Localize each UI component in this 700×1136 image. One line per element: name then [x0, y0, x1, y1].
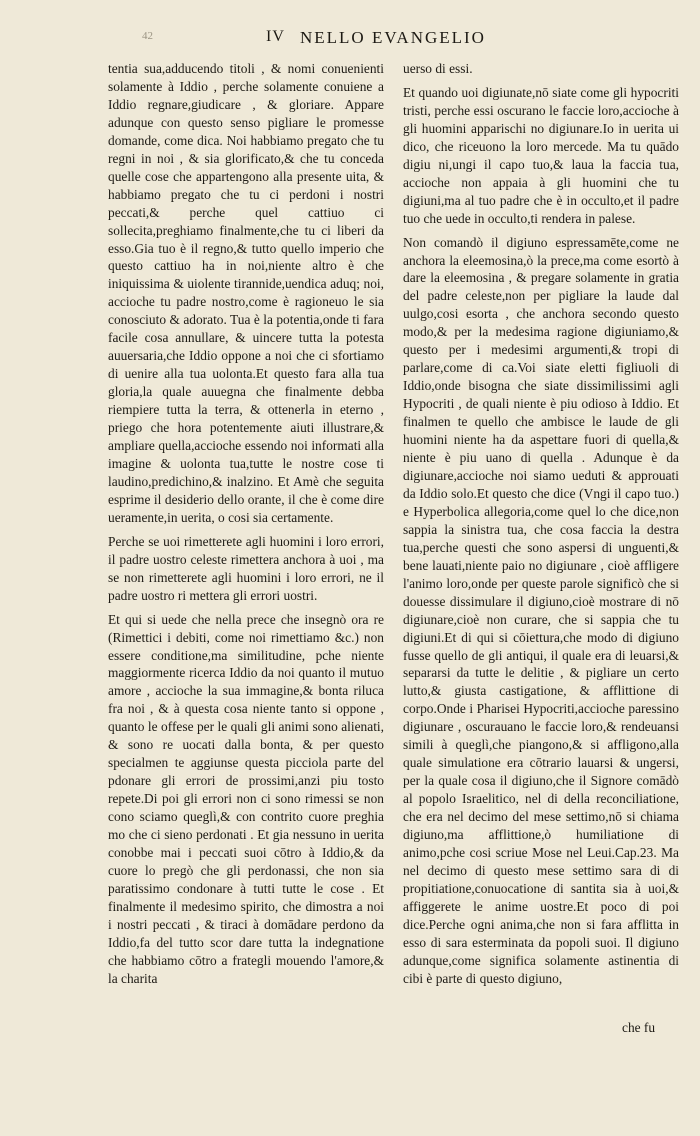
- page-corner-mark: 42: [142, 30, 153, 42]
- running-title: NELLO EVANGELIO: [300, 28, 486, 47]
- right-paragraph-2: Et quando uoi digiunate,nō siate come gli hypocriti tristi, perche essi oscurano le faccie loro,accioche à gli huomini apparischi no digiunare.Io in uerita ui dico, che riceuono la loro mercede. Ma tu quādo digiu ni,ungi il capo tuo,& laua la faccia tua, accioche non appaia à gli huomini che tu digiuni,ma al tuo padre che è in occulto,et il padre tuo che uede in occulto,ti rendera in palese.: [403, 84, 679, 226]
- left-paragraph-1: tentia sua,adducendo titoli , & nomi conuenienti solamente à Iddio , perche solamente conuiene a Iddio regnare,giudicare , & gloriare. Appare adunque con questo senso pigliare le promesse domande, come dica. Noi habbiamo pregato che tu regni in noi , & sia glorificato,& che tu conceda quelle cose che appartengono alla presente uita, & habbiamo pregato che tu ci perdoni i nostri peccati,& perche quel cattiuo ci sollecita,preghiamo finalmente,che tu ci liberi da esso.Gia tuo è il regno,& tutto quello imperio che questo cattiuo ha in noi,niente altro è che iniquissima & uiolente tirannide,uendica aduq; noi, accioche tu padre nostro,come è ragioneuo le sia conosciuto & adorato. Tua è la potentia,onde ti fara facile cosa annullare, & uincere tutta la potesta auuersaria,che Iddio oppone a noi che ci sfortiamo di uenire alla tua uolonta.Et questo fara alla tua gloria,la quale auuegna che finalmente debba riempiere tutta la terra, & ottenerla in eterno , priego che hora potentemente aiuti illustrare,& ampliare quella,accioche essendo noi informati alla imagine & uolonta tua,tutte le nostre cose ti laudino,predichino,& inalzino. Et Amè che seguita esprime il desiderio dello orante, il che è come dire ueramente,in uerita, o cosi sia certamente.: [108, 61, 384, 525]
- right-paragraph-1: uerso di essi.: [403, 61, 473, 76]
- left-paragraph-3: Et qui si uede che nella prece che insegnò ora re (Rimettici i debiti, come noi rimettiamo &c.) non essere conditione,ma similitudine, pche niente maggiormente ricerca Iddio da noi quanto il mutuo amore , accioche la sua immagine,& bonta riluca fra noi , & à questa cosa niente tanto si oppone , quanto le offese per le quali gli animi sono alienati, & sono re uocati dalla bonta, & per questo specialmen te aggiunse questa picciola parte del pdonare gli errori de prossimi,anzi piu tosto repete.Di poi gli errori non ci sono rimessi se non cono sciamo queglì,& con contrito cuore preghia mo che ci sieno perdonati . Et gia nessuno in uerita conobbe mai i peccati suoi cōtro à Iddio,& da cuore lo pregò che gli perdonassi, che non sia paratissimo condonare à tutti tutte le cose . Et finalmente il medesimo spirito, che dimostra a noi i nostri peccati , & tiraci à domādare perdono da Iddio,fa del tutto scor dare tutta la indegnatione che habbiamo cōtro a frategli mouendo l'amore,& la charita: [108, 611, 384, 986]
- folio-number: IV: [266, 28, 285, 45]
- right-paragraph-3: Non comandò il digiuno espressamēte,come ne anchora la eleemosina,ò la prece,ma come esortò à dare la eleemosina , & pregare solamente in gratia del padre celeste,non per pigliare la laude dal uulgo,cosi esorta , che anchora secondo questo modo,& per la medesima ragione digiuniamo,& questo per i medesimi argumenti,& tropi di parlare,come di ca.Voi siate eletti figliuoli di Iddio,onde bisogna che siate dissimilissimi agli Hypocriti , de quali niente è piu odioso à Iddio. Et finalmen te quello che ambisce le laude de gli huomini niente ha da aspettare fuori di quella,& niente è piu uano di quella . Adunque è da digiunare,accioche noi siamo ueduti & approuati da Iddio solo.Et questo che dice (Vngi il capo tuo.) e Hyperbolica allegoria,come quel lo che dice,non sappia la sinistra tua, che cosa faccia la destra tua,perche questi che sono aspersi di unguenti,& bene lauati,niente paio no digiunare , cioè affligere l'animo loro,onde per queste parole significò che si douesse dissimulare il digiuno,cioè mostrare di nō digiunare,cioè non curare, che si sappia che tu digiuni.Et di qui si cōiettura,che modo di digiuno fusse quello de gli antiqui, il quale era di leuarsi,& separarsi da tutte le delitie , & pigliare un certo lutto,& giusta castigatione, & afflittione di corpo.Onde i Pharisei Hypocriti,accioche paressino digiunare , oscurauano le faccie loro,& rendeuansi simili à queglì,che piangono,& si affligono,alla quale simulatione era cōtrario lauarsi & ungersi, per la quale cosa il digiuno,che il Signore comādò al popolo Israelitico, nel di della reconciliatione, che era nel decimo del mese settimo,nō si chiama digiuno,ma afflittione,ò humiliatione di animo,pche cosi scriue Mose nel Leui.Cap.23. Ma nel decimo di questo mese settimo sara di di propitiatione,conuocatione di santita sia à uoi,& affiggerete le anime uostre.Et poco di poi dice.Perche ogni anima,che non si fara afflitta in esso di sara esterminata da popoli suoi. Il digiuno adunque,come significa solamente astinentia di cibi è parte di questo digiuno,: [403, 234, 679, 986]
- catchword: che fu: [622, 1020, 656, 1035]
- right-text-column: [403, 60, 679, 988]
- left-paragraph-2: Perche se uoi rimetterete agli huomini i loro errori, il padre uostro celeste rimettera anchora à uoi , ma se non rimetterete agli huomini i loro errori, ne il padre uostro ri mettera gli errori uostri.: [108, 533, 384, 603]
- left-text-column: [108, 60, 384, 988]
- running-header: [0, 28, 700, 52]
